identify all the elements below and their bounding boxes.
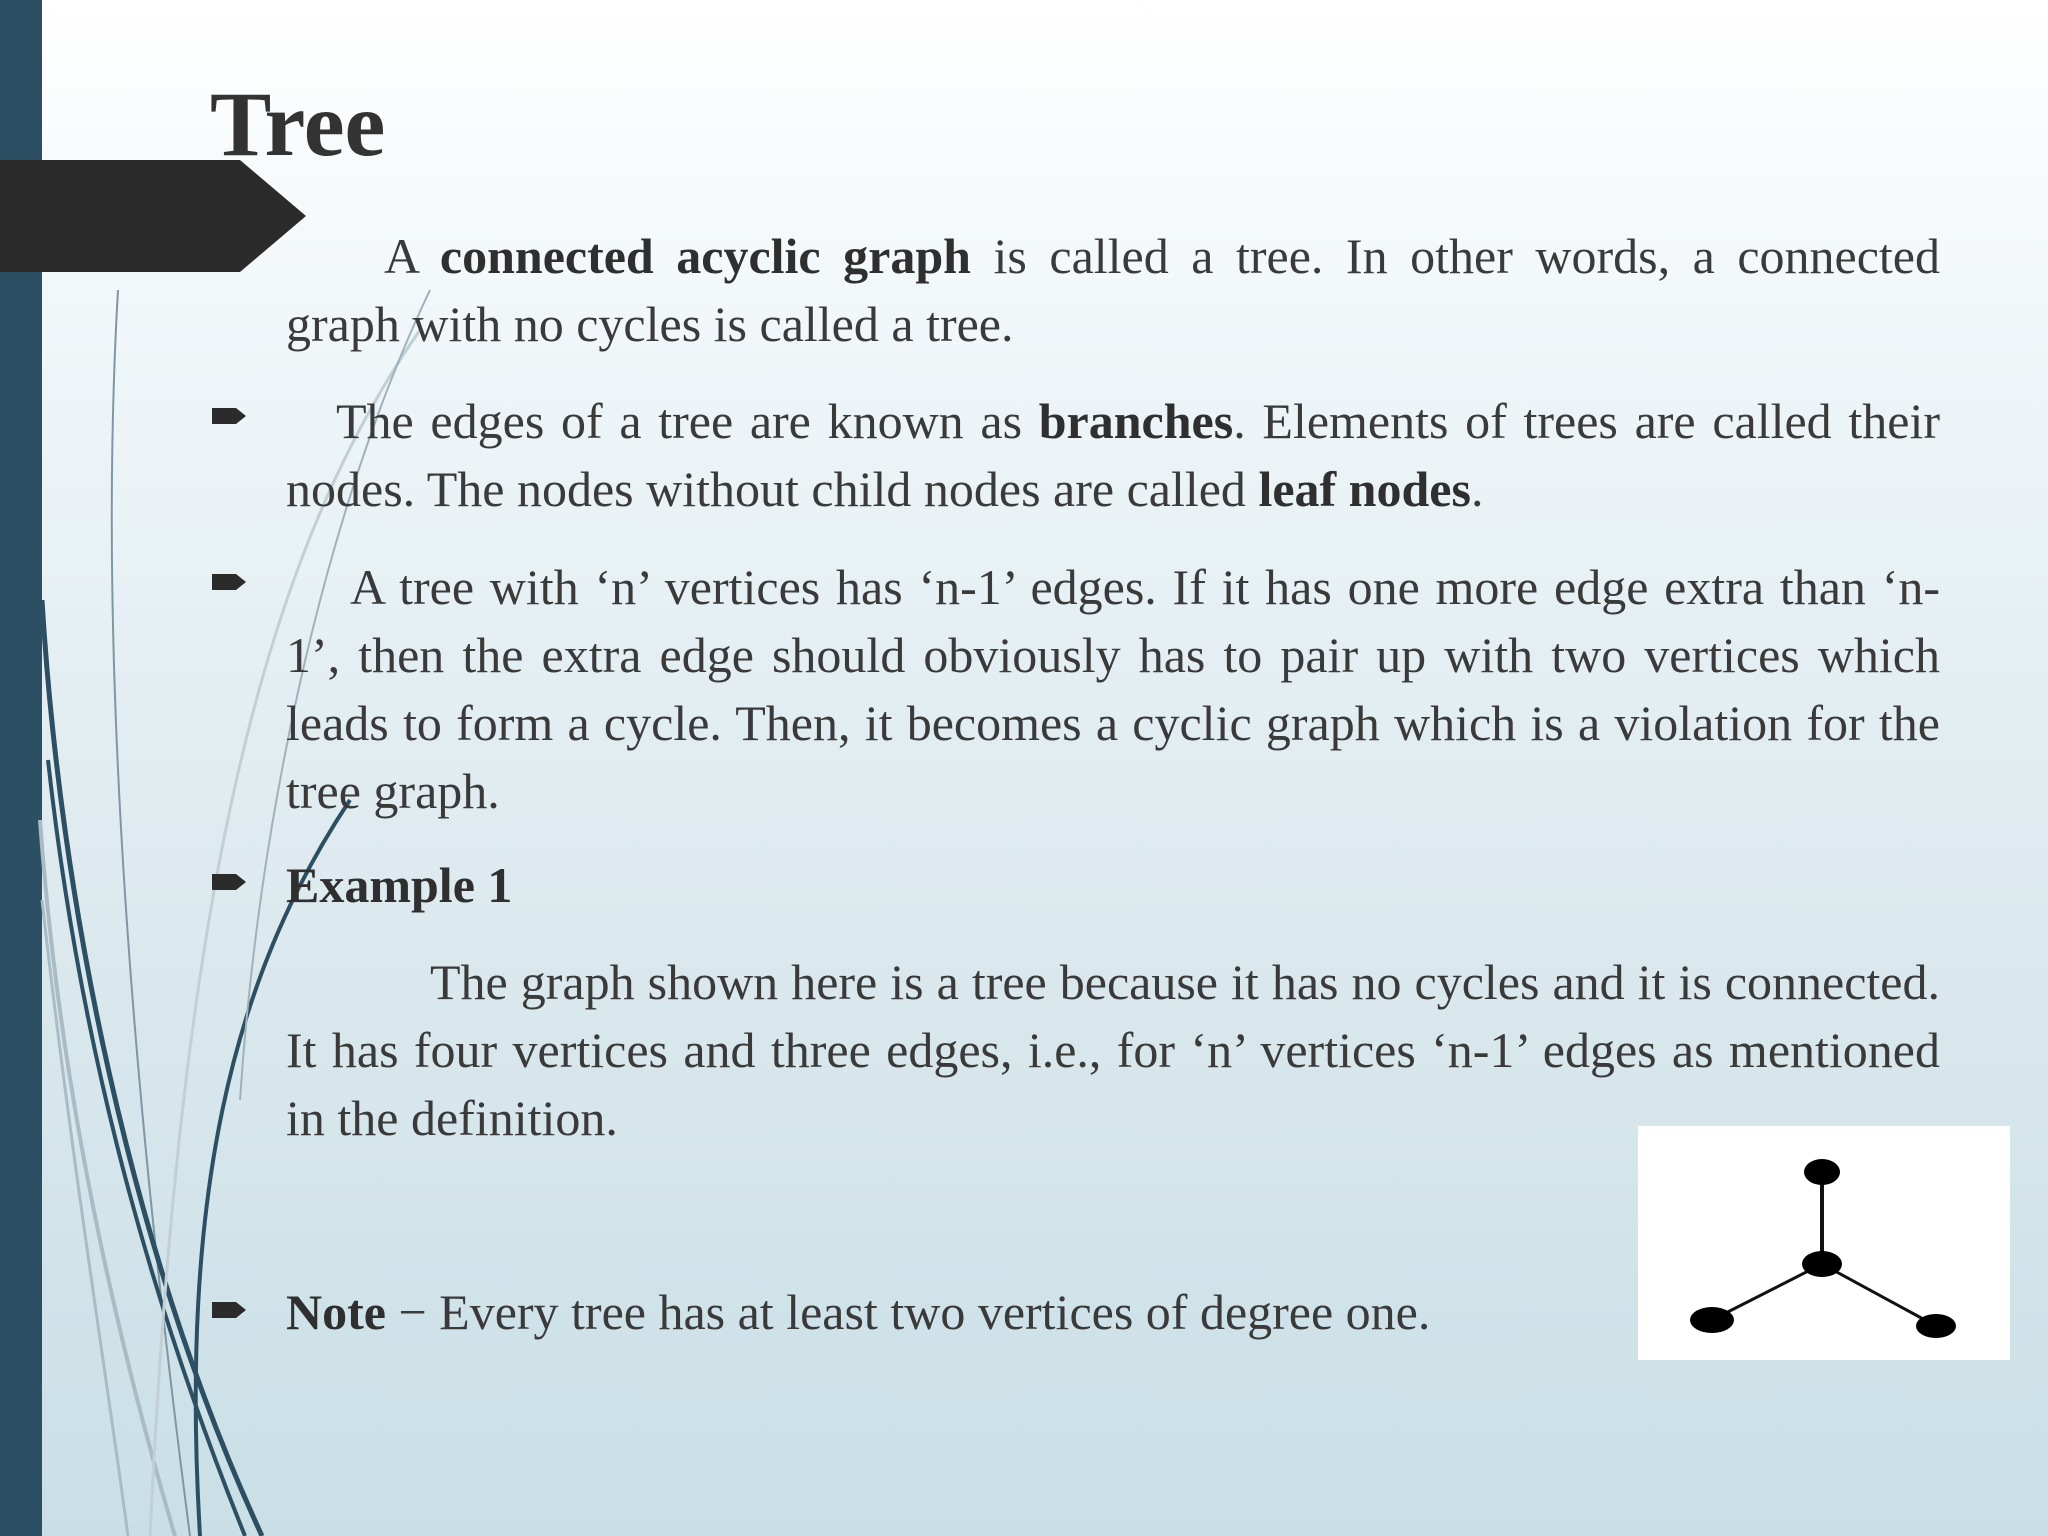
branches-mid: . Elements of trees are called their nodes. The nodes without child nodes are called bbox=[286, 393, 1941, 517]
paragraph-edges: A tree with ‘n’ vertices has ‘n-1’ edges. If it has one more edge extra than ‘n-1’, then the extra edge should obviously has to pair up with two vertices which leads to form a cycle. Then, it becomes a cyclic graph which is a violation for the tree graph. bbox=[286, 559, 1940, 819]
paragraph-example: The graph shown here is a tree because it has no cycles and it is connected. It has four vertices and three edges, i.e., for ‘n’ vertices ‘n-1’ edges as mentioned in the definition. bbox=[286, 954, 1940, 1146]
tree-vertex bbox=[1916, 1314, 1956, 1338]
branches-lead: The edges of a tree are known as bbox=[336, 393, 1039, 449]
paragraph-definition bbox=[286, 222, 1940, 358]
tree-vertex bbox=[1690, 1307, 1734, 1333]
tree-vertex bbox=[1804, 1159, 1840, 1185]
arrow-bullet-icon bbox=[212, 404, 250, 428]
tree-figure bbox=[1638, 1126, 2010, 1360]
tree-vertex bbox=[1802, 1251, 1842, 1277]
definition-bold: connected acyclic graph bbox=[439, 228, 971, 284]
branches-end: . bbox=[1470, 461, 1484, 517]
arrow-bullet-icon bbox=[212, 1298, 250, 1322]
paragraph-branches bbox=[286, 387, 1940, 523]
note-rest: − Every tree has at least two vertices of degree one. bbox=[385, 1284, 1431, 1340]
example-heading: Example 1 bbox=[286, 857, 513, 913]
paragraph-note bbox=[286, 1278, 1636, 1346]
arrow-bullet-icon bbox=[212, 570, 250, 594]
definition-rest: is called a tree. In other words, a connected graph with no cycles is called a tree. bbox=[286, 228, 1940, 352]
slide-title: Tree bbox=[210, 73, 386, 175]
arrow-bullet-icon bbox=[212, 870, 250, 894]
tree-graph-diagram bbox=[1638, 1126, 2010, 1360]
branches-bold: branches bbox=[1038, 393, 1234, 449]
note-bold: Note bbox=[286, 1284, 386, 1340]
paragraph-example-heading bbox=[286, 851, 1940, 919]
definition-lead: A bbox=[384, 228, 440, 284]
leaf-nodes-bold: leaf nodes bbox=[1258, 461, 1471, 517]
